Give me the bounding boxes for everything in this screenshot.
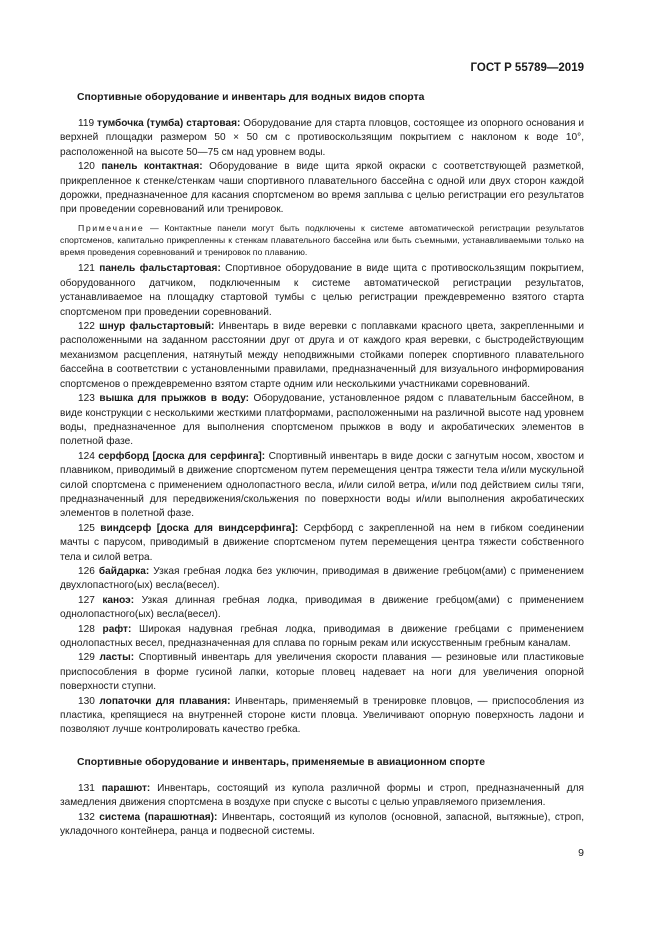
entry-number: 120	[78, 161, 95, 173]
definition-entry	[60, 782, 584, 811]
definition-entry	[60, 522, 584, 565]
entry-number: 129	[78, 652, 95, 664]
entry-list	[60, 117, 584, 218]
note-label: Примечание	[78, 222, 145, 233]
page-number: 9	[578, 847, 584, 859]
entry-term: парашют:	[101, 783, 151, 794]
entry-number: 130	[78, 695, 95, 707]
entry-term: панель фальстартовая:	[99, 263, 221, 275]
entry-list	[60, 782, 584, 840]
entry-definition: Спортивное оборудование в виде щита с противоскользящим покрытием, оборудованного датчиком, подключенным к системе автоматической регистрации результатов, устанавливаемое на площадку стартовой тумбы с целью регистрации преждевременно взятого старта спортсменом при проведении соревнований.	[60, 263, 584, 318]
entry-number: 126	[78, 565, 95, 577]
definition-entry	[60, 651, 584, 694]
definition-entry	[60, 320, 584, 392]
definition-entry	[60, 695, 584, 738]
entry-definition: Оборудование в виде щита яркой окраски с соответствующей разметкой, прикрепленное к стенке/стенкам чаши спортивного плавательного бассейна с одной или двух сторон каждой дорожки, предназначенное для касания спортсменом во время заплыва с целью регистрации его результатов при проведении соревнований или тренировок.	[60, 161, 584, 216]
entry-term: рафт:	[102, 623, 132, 635]
entry-number: 125	[78, 522, 95, 534]
entry-number: 122	[78, 321, 95, 333]
entry-definition: Спортивный инвентарь для увеличения скорости плавания — резиновые или пластиковые приспособления в форме гусиной лапки, которые пловец надевает на ноги для увеличения опорной поверхности ступни.	[60, 652, 584, 693]
definition-entry	[60, 811, 584, 840]
definition-entry	[60, 392, 584, 450]
entry-number: 127	[78, 594, 95, 606]
entry-term: ласты:	[99, 652, 135, 664]
entry-number: 121	[78, 263, 95, 275]
entry-definition: Инвентарь в виде веревки с поплавками красного цвета, закрепленными и расположенными на заданном расстоянии друг от друга и от каждого края веревки, с быстродействующим механизмом расцепления, натянутый между неподвижными стойками поперек спортивного плавательного бассейна в соответствии с установленными правилами, предназначенный для визуального информирования спортсменов о преждевременно взятом старте одним или несколькими участниками соревнований.	[60, 321, 584, 390]
entry-term: байдарка:	[98, 565, 150, 577]
entry-term: каноэ:	[102, 594, 135, 606]
entry-number: 123	[78, 393, 95, 405]
entry-definition: Широкая надувная гребная лодка, приводимая в движение гребцами с применением однолопастных весел, предназначенная для сплава по горным рекам или искусственным гребным каналам.	[60, 623, 584, 650]
entry-term: тумбочка (тумба) стартовая:	[97, 118, 241, 129]
standard-code: ГОСТ Р 55789—2019	[470, 62, 584, 74]
entry-number: 119	[78, 118, 95, 129]
definition-entry	[60, 117, 584, 160]
entry-term: система (парашютная):	[99, 811, 218, 823]
definition-entry	[60, 594, 584, 623]
entries-aviation-sports	[60, 782, 584, 840]
entry-definition: Узкая гребная лодка без уключин, приводимая в движение гребцом(ами) с применением двухлопастного(ых) весла(весел).	[60, 565, 584, 592]
definition-entry	[60, 262, 584, 320]
entry-definition: Спортивный инвентарь в виде доски с загнутым носом, хвостом и плавником, приводимый в движение спортсменом путем перемещения центра тяжести тела и/или мускульной силой спортсмена с применением однолопастного весла, и/или силой ветра, и/или под действием силы тяги, предназначенный для передвижения/скольжения по поверхности воды и/или выполнения акробатических элементов в полетной фазе.	[60, 450, 584, 520]
entry-definition: Инвентарь, состоящий из куполов (основной, запасной, вытяжные), строп, укладочного контейнера, ранца и подвесной системы.	[60, 811, 585, 838]
entry-definition: Инвентарь, применяемый в тренировке пловцов, — приспособления из пластика, крепящиеся на внутренней стороне кисти пловца. Увеличивают опорную поверхность ладони и позволяют лучше контролировать качество гребка.	[60, 695, 584, 736]
definition-entry	[60, 623, 584, 652]
section-title-water-sports: Спортивные оборудование и инвентарь для водных видов спорта	[77, 92, 425, 103]
entry-definition: Оборудование, установленное рядом с плавательным бассейном, в виде конструкции с несколькими жесткими платформами, расположенными на различной высоте над уровнем воды, предназначенное для выполнения спортсменом прыжков в воду и акробатических элементов в полетной фазе.	[60, 393, 584, 448]
entry-term: вышка для прыжков в воду:	[99, 393, 250, 405]
entry-term: шнур фальстартовый:	[99, 321, 215, 333]
entries-water-sports	[60, 117, 584, 738]
entry-number: 128	[78, 623, 95, 635]
entry-term: виндсерф [доска для виндсерфинга]:	[100, 522, 299, 534]
section-title-aviation-sports: Спортивные оборудование и инвентарь, применяемые в авиационном спорте	[77, 757, 486, 768]
entry-definition: Оборудование для старта пловцов, состоящее из опорного основания и верхней площадки размером 50 × 50 см с противоскользящим покрытием с наклоном к воде 10°, расположенной на высоте 50—75 см над уровнем воды.	[60, 118, 584, 158]
entry-number: 131	[78, 783, 95, 794]
note	[60, 222, 584, 259]
definition-entry	[60, 450, 584, 522]
definition-entry	[60, 565, 584, 594]
entry-number: 124	[78, 450, 95, 462]
note-text: — Контактные панели могут быть подключены к системе автоматической регистрации результатов спортсменов, капитально прикрепленны к стенкам плавательного бассейна или быть съемными, устанавливаемыми только на время проведения соревнований и тренировок по плаванию.	[60, 222, 584, 258]
entry-list	[60, 262, 584, 737]
definition-entry	[60, 160, 584, 218]
entry-definition: Инвентарь, состоящий из купола различной формы и строп, предназначенный для замедления движения спортсмена в воздухе при спуске с высоты с целью управляемого приземления.	[60, 783, 584, 809]
entry-definition: Узкая длинная гребная лодка, приводимая в движение гребцом(ами) с применением однолопастного(ых) весла(весел).	[60, 594, 584, 621]
entry-number: 132	[78, 811, 95, 823]
entry-term: лопаточки для плавания:	[99, 695, 231, 707]
entry-term: панель контактная:	[101, 161, 203, 173]
entry-term: серфборд [доска для серфинга]:	[98, 450, 266, 462]
entry-definition: Серфборд с закрепленной на нем в гибком соединении мачты с парусом, приводимый в движение спортсменом путем перемещения центра тяжести собственного тела и силой ветра.	[60, 522, 584, 563]
